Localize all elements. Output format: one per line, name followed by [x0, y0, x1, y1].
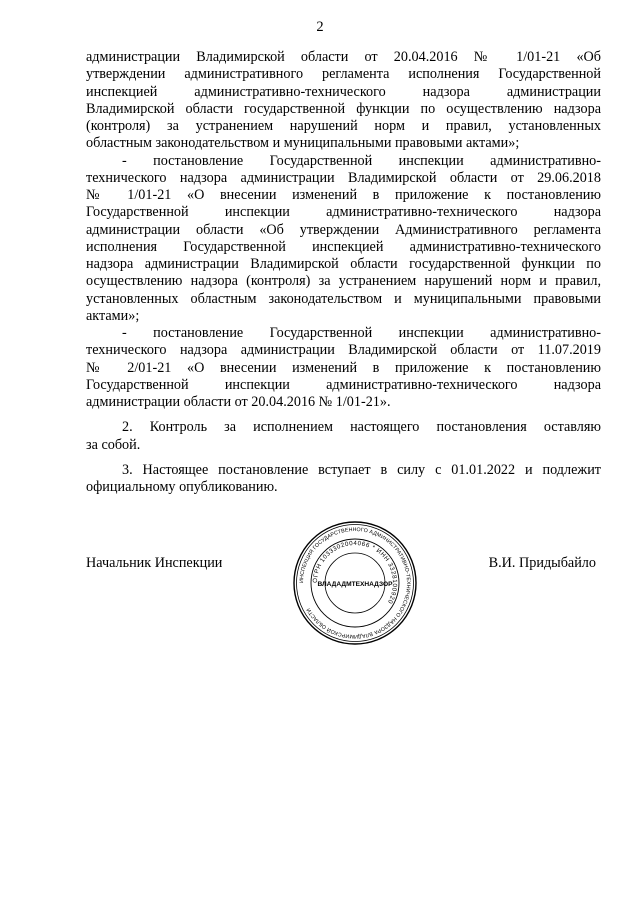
text-line: за собой. [86, 436, 141, 453]
text-line: Государственной инспекции административно-технического надзора [86, 376, 601, 393]
signatory-title: Начальник Инспекции [86, 555, 223, 571]
text-line: актами»; [86, 307, 140, 324]
text-line: надзора администрации Владимирской области государственной функции по [86, 256, 601, 272]
text-line: технического надзора администрации Владимирской области от 11.07.2019 [86, 342, 601, 359]
page-number: 2 [316, 19, 324, 35]
text-line: технического надзора администрации Владимирской области от 29.06.2018 [86, 169, 601, 186]
svg-text:ВЛАДАДМТЕХНАДЗОР: ВЛАДАДМТЕХНАДЗОР [317, 581, 393, 588]
paragraph [86, 153, 601, 326]
text-line: областным законодательством и муниципальными правовыми актами»; [86, 135, 520, 152]
paragraph [86, 462, 601, 497]
text-line: - постановление Государственной инспекции административно- [122, 152, 601, 169]
text-line: администрации Владимирской области от 20.04.2016 № 1/01-21 «Об [86, 49, 601, 65]
text-line: администрации области «Об утверждении Административного регламента [86, 221, 601, 238]
text-line: № 2/01-21 «О внесении изменений в приложение к постановлению [86, 359, 601, 376]
text-line: официальному опубликованию. [86, 479, 278, 495]
text-line: инспекцией административно-технического надзора администрации [86, 83, 601, 100]
text-line: 2. Контроль за исполнением настоящего постановления оставляю [122, 419, 601, 436]
text-line: установленных областным законодательством и муниципальными правовыми [86, 290, 601, 307]
text-line: Владимирской области государственной функции по осуществлению надзора [86, 100, 601, 117]
paragraph [86, 325, 601, 411]
text-line: исполнения Государственной инспекцией административно-технического [86, 238, 601, 255]
signatory-name: В.И. Придыбайло [488, 555, 596, 571]
document-body [86, 49, 601, 496]
svg-text:ОГРН 1033302004066 * ИНН 33281: ОГРН 1033302004066 * ИНН 3328100920 [311, 539, 399, 606]
text-line: 3. Настоящее постановление вступает в силу с 01.01.2022 и подлежит [122, 461, 601, 478]
paragraph [86, 419, 601, 454]
text-line: (контроля) за устранением нарушений норм и правил, установленных [86, 118, 601, 134]
text-line: № 1/01-21 «О внесении изменений в приложение к постановлению [86, 187, 601, 203]
text-line: - постановление Государственной инспекции административно- [122, 325, 601, 341]
text-line: осуществлению надзора (контроля) за устранением нарушений норм и правил, [86, 273, 601, 290]
paragraph [86, 49, 601, 153]
svg-text:ИНСПЕКЦИЯ ГОСУДАРСТВЕННОГО АДМ: ИНСПЕКЦИЯ ГОСУДАРСТВЕННОГО АДМИНИСТРАТИВНО-ТЕХНИЧЕСКОГО НАДЗОРА ВЛАДИМИРСКОЙ ОБЛАСТИ [298, 526, 412, 640]
official-seal-graphic [292, 520, 418, 646]
official-seal [292, 520, 418, 646]
text-line: утверждении административного регламента исполнения Государственной [86, 66, 601, 83]
text-line: Государственной инспекции административно-технического надзора [86, 204, 601, 221]
text-line: администрации области от 20.04.2016 № 1/01-21». [86, 394, 391, 410]
